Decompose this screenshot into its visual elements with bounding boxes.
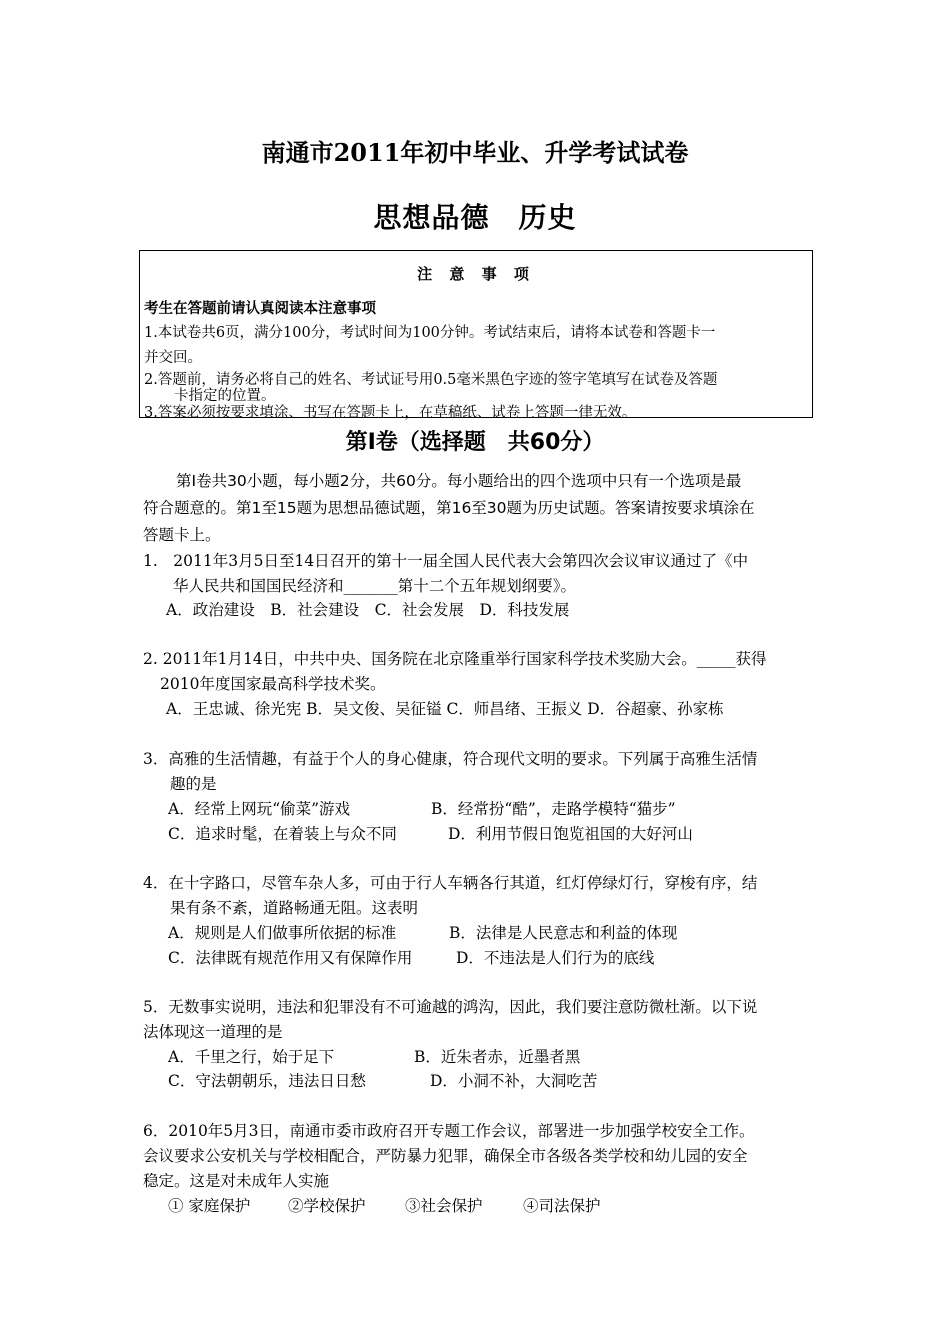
q5-stem-cont: 法体现这一道理的是 <box>143 1023 283 1041</box>
q5-stem: 5．无数事实说明，违法和犯罪没有不可逾越的鸿沟，因此，我们要注意防微杜渐。以下说 <box>143 998 758 1016</box>
q6-stem-cont-1: 会议要求公安机关与学校相配合，严防暴力犯罪，确保全市各级各类学校和幼儿园的安全 <box>143 1147 748 1165</box>
q6-option-3: ③社会保护 <box>405 1197 483 1215</box>
notice-item-2: 2.答题前，请务必将自己的姓名、考试证号用0.5毫米黑色字迹的签字笔填写在试卷及答题 <box>144 372 718 388</box>
q5-option-b: B．近朱者赤，近墨者黑 <box>414 1048 581 1066</box>
exam-title: 南通市2011年初中毕业、升学考试试卷 <box>261 138 689 167</box>
q6-stem-cont-2: 稳定。这是对未成年人实施 <box>143 1172 330 1190</box>
q3-option-a: A．经常上网玩“偷菜”游戏 <box>168 800 351 818</box>
section-intro-2: 符合题意的。第1至15题为思想品德试题，第16至30题为历史试题。答案请按要求填涂在 <box>143 499 755 517</box>
q4-option-c: C．法律既有规范作用又有保障作用 <box>168 949 413 967</box>
q2-stem: 2. 2011年1月14日，中共中央、国务院在北京隆重举行国家科学技术奖励大会。_____获得 <box>143 650 767 668</box>
q3-option-b: B．经常扮“酷”，走路学模特“猫步” <box>431 800 676 818</box>
q6-option-1: ① 家庭保护 <box>168 1197 251 1215</box>
notice-item-2-cont: 卡指定的位置。 <box>174 388 276 404</box>
notice-box <box>139 250 813 421</box>
q3-stem-cont: 趣的是 <box>170 775 217 793</box>
q6-option-4: ④司法保护 <box>523 1197 601 1215</box>
section-intro-1: 第Ⅰ卷共30小题，每小题2分，共60分。每小题给出的四个选项中只有一个选项是最 <box>176 472 742 490</box>
q1-options: A．政治建设 B．社会建设 C．社会发展 D．科技发展 <box>166 601 570 619</box>
q1-stem: 1. 2011年3月5日至14日召开的第十一届全国人民代表大会第四次会议审议通过了《中 <box>143 552 749 570</box>
notice-lead: 考生在答题前请认真阅读本注意事项 <box>144 301 376 317</box>
q2-stem-cont: 2010年度国家最高科学技术奖。 <box>160 675 386 693</box>
q4-option-d: D．不违法是人们行为的底线 <box>456 949 655 967</box>
q4-option-a: A．规则是人们做事所依据的标准 <box>168 924 397 942</box>
q3-option-c: C．追求时髦，在着装上与众不同 <box>168 825 397 843</box>
q5-option-d: D．小洞不补，大洞吃苦 <box>430 1072 598 1090</box>
q5-option-a: A．千里之行，始于足下 <box>168 1048 335 1066</box>
q3-stem: 3．高雅的生活情趣，有益于个人的身心健康，符合现代文明的要求。下列属于高雅生活情 <box>143 750 758 768</box>
q6-stem: 6．2010年5月3日，南通市委市政府召开专题工作会议，部署进一步加强学校安全工作。 <box>143 1122 755 1140</box>
section-title: 第Ⅰ卷（选择题 共60分） <box>345 430 605 455</box>
q4-option-b: B．法律是人民意志和利益的体现 <box>449 924 678 942</box>
q4-stem: 4．在十字路口，尽管车杂人多，可由于行人车辆各行其道，红灯停绿灯行，穿梭有序，结 <box>143 874 758 892</box>
notice-item-1-cont: 并交回。 <box>144 350 202 366</box>
q6-option-2: ②学校保护 <box>288 1197 366 1215</box>
q2-options: A．王忠诚、徐光宪 B．吴文俊、吴征镒 C．师昌绪、王振义 D．谷超豪、孙家栋 <box>166 700 724 718</box>
exam-subject: 思想品德 历史 <box>373 201 577 234</box>
notice-item-1: 1.本试卷共6页，满分100分，考试时间为100分钟。考试结束后，请将本试卷和答题卡一 <box>144 325 716 341</box>
q4-stem-cont: 果有条不紊，道路畅通无阻。这表明 <box>170 899 419 917</box>
q3-option-d: D．利用节假日饱览祖国的大好河山 <box>448 825 693 843</box>
notice-heading: 注 意 事 项 <box>417 265 535 283</box>
section-intro-3: 答题卡上。 <box>143 526 221 544</box>
q5-option-c: C．守法朝朝乐，违法日日愁 <box>168 1072 366 1090</box>
q1-stem-cont: 华人民共和国国民经济和_______第十二个五年规划纲要》。 <box>173 577 577 595</box>
notice-item-3: 3.答案必须按要求填涂、书写在答题卡上，在草稿纸、试卷上答题一律无效。 <box>144 405 637 421</box>
